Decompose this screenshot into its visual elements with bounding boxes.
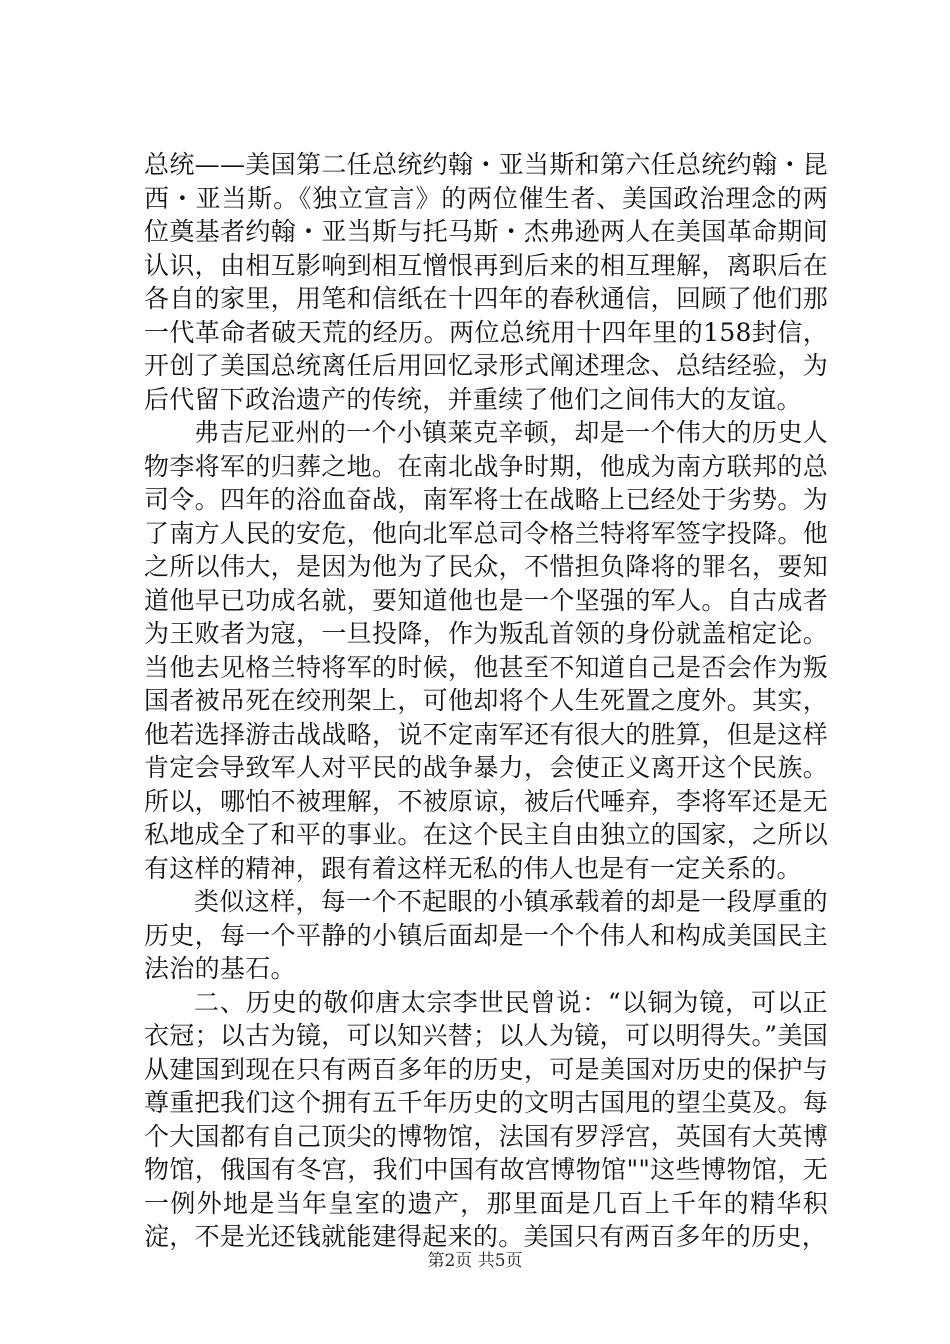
paragraph-2: 弗吉尼亚州的一个小镇莱克辛顿，却是一个伟大的历史人物李将军的归葬之地。在南北战争时期，他成为南方联邦的总司令。四年的浴血奋战，南军将士在战略上已经处于劣势。为了南方人民的安危，他向北军总司令格兰特将军签字投降。他之所以伟大，是因为他为了民众，不惜担负降将的罪名，要知道他早已功成名就，要知道他也是一个坚强的军人。自古成者为王败者为寇，一旦投降，作为叛乱首领的身份就盖棺定论。当他去见格兰特将军的时候，他甚至不知道自己是否会作为叛国者被吊死在绞刑架上，可他却将个人生死置之度外。其实，他若选择游击战战略，说不定南军还有很大的胜算，但是这样肯定会导致军人对平民的战争暴力，会使正义离开这个民族。所以，哪怕不被理解，不被原谅，被后代唾弃，李将军还是无私地成全了和平的事业。在这个民主自由独立的国家，之所以有这样的精神，跟有着这样无私的伟人也是有一定关系的。 bbox=[144, 418, 828, 883]
paragraph-4: 二、历史的敬仰唐太宗李世民曾说：“以铜为镜，可以正衣冠；以古为镜，可以知兴替；以人为镜，可以明得失。”美国从建国到现在只有两百多年的历史，可是美国对历史的保护与尊重把我们这个拥有五千年历史的文明古国甩的望尘莫及。每个大国都有自己顶尖的博物馆，法国有罗浮宫，英国有大英博物馆，俄国有冬宫，我们中国有故宫博物馆""这些博物馆，无一例外地是当年皇室的遗产，那里面是几百上千年的精华积淀，不是光还钱就能建得起来的。美国只有两百多年的历史， bbox=[144, 987, 828, 1251]
page-footer: 第2页 共5页 bbox=[427, 1251, 523, 1271]
paragraph-1: 总统——美国第二任总统约翰・亚当斯和第六任总统约翰・昆西・亚当斯。《独立宣言》的两位催生者、美国政治理念的两位奠基者约翰・亚当斯与托马斯・杰弗逊两人在美国革命期间认识，由相互影响到相互憎恨再到后来的相互理解，离职后在各自的家里，用笔和信纸在十四年的春秋通信，回顾了他们那一代革命者破天荒的经历。两位总统用十四年里的158封信，开创了美国总统离任后用回忆录形式阐述理念、总结经验，为后代留下政治遗产的传统，并重续了他们之间伟大的友谊。 bbox=[144, 150, 828, 414]
paragraph-3: 类似这样，每一个不起眼的小镇承载着的却是一段厚重的历史，每一个平静的小镇后面却是一个个伟人和构成美国民主法治的基石。 bbox=[144, 887, 828, 983]
document-body bbox=[144, 148, 828, 1254]
